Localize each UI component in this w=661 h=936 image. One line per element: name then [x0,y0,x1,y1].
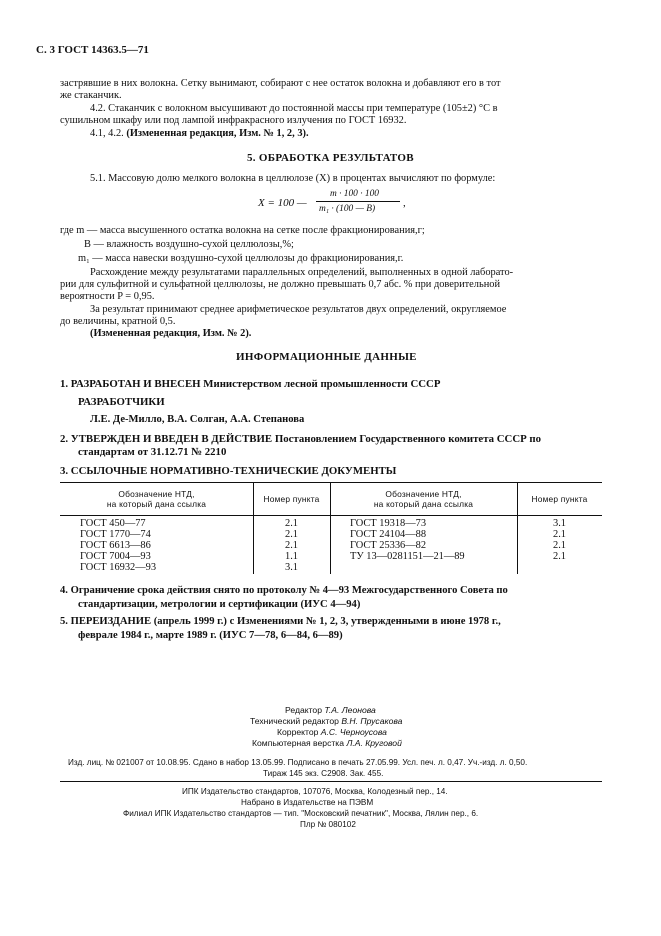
header-doc-line: на который дана ссылка [373,499,474,509]
formula-numerator: m · 100 · 100 [330,189,379,199]
table-row-doc: ГОСТ 19318—73 [350,518,427,529]
section-title: 5. ОБРАБОТКА РЕЗУЛЬТАТОВ [247,152,414,164]
table-header-rule [60,515,602,516]
developers-names: Л.Е. Де-Милло, В.А. Солган, А.А. Степанова [90,414,305,425]
imprint-tech-editor [250,716,402,727]
info-item-1-heading: 1. РАЗРАБОТАН И ВНЕСЕН [60,378,201,390]
info-item-3: 3. ССЫЛОЧНЫЕ НОРМАТИВНО-ТЕХНИЧЕСКИЕ ДОКУМЕНТЫ [60,465,397,477]
info-item-1 [60,378,440,390]
table-row-doc: ГОСТ 7004—93 [80,551,151,562]
table-row-item: 2.1 [285,540,298,551]
imprint-publishing-data: Изд. лиц. № 021007 от 10.08.95. Сдано в набор 13.05.99. Подписано в печать 27.05.99. Усл. печ. л. 0,47. Уч.-изд. л. 0,50. [68,758,528,767]
table-header-doc [60,489,253,509]
imprint-label: Корректор [277,727,319,737]
paragraph-line: застрявшие в них волокна. Сетку вынимают, собирают с нее остаток волокна и добавляют его в тот [60,78,501,89]
imprint-name: А.С. Черноусова [320,727,387,737]
table-row-item: 3.1 [285,562,298,573]
header-doc-line: Обозначение НТД, [118,489,195,499]
imprint-label: Технический редактор [250,716,339,726]
table-row-item: 2.1 [285,518,298,529]
table-row-item: 3.1 [553,518,566,529]
info-item-2-heading: 2. УТВЕРЖДЕН И ВВЕДЕН В ДЕЙСТВИЕ [60,433,273,445]
info-item-1-text: Министерством лесной промышленности СССР [203,378,441,390]
paragraph-line: же стаканчик. [60,90,122,101]
where-line: где m — масса высушенного остатка волокна на сетке после фракционирования,г; [60,225,425,236]
table-row-doc: ГОСТ 6613—86 [80,540,151,551]
table-row-doc: ГОСТ 16932—93 [80,562,157,573]
paragraph-line: сушильном шкафу или под лампой инфракрасного излучения по ГОСТ 16932. [60,115,407,126]
imprint-layout [252,738,402,749]
info-item-4-line1: 4. Ограничение срока действия снято по протоколу № 4—93 Межгосударственного Совета по [60,585,508,596]
formula-lhs: X = 100 — [258,197,307,209]
table-row-item: 2.1 [553,551,566,562]
imprint-printer: Филиал ИПК Издательство стандартов — тип. "Московский печатник", Москва, Лялин пер., 6. [123,809,479,818]
table-row-doc: ГОСТ 450—77 [80,518,146,529]
imprint-corrector [277,727,387,738]
info-item-4-line2: стандартизации, метрологии и сертификации (ИУС 4—94) [78,599,361,610]
page-header: С. 3 ГОСТ 14363.5—71 [36,44,149,56]
info-item-2-text: Постановлением Государственного комитета СССР по [274,433,542,445]
info-item-2-line2: стандартам от 31.12.71 № 2210 [78,446,227,458]
amendment-note [90,128,309,140]
table-top-rule [60,482,602,483]
paragraph-line: 5.1. Массовую долю мелкого волокна в целлюлозе (X) в процентах вычисляют по формуле: [90,173,496,184]
table-row-doc: ТУ 13—0281151—21—89 [350,551,465,562]
imprint-typeset: Набрано в Издательстве на ПЭВМ [241,798,374,807]
table-row-item: 2.1 [553,529,566,540]
imprint-license: Плр № 080102 [300,820,356,829]
table-row-item: 1.1 [285,551,298,562]
table-header-item: Номер пункта [263,494,320,504]
imprint-editor [285,705,376,716]
developers-label: РАЗРАБОТЧИКИ [78,396,165,408]
imprint-name: В.Н. Прусакова [341,716,403,726]
table-header-doc [330,489,517,509]
imprint-label: Редактор [285,705,322,715]
header-doc-line: на который дана ссылка [106,499,207,509]
table-header-item: Номер пункта [531,494,588,504]
table-row-item: 2.1 [285,529,298,540]
amendment-note: (Измененная редакция, Изм. № 2). [90,328,252,339]
where-line: m₁ — масса навески воздушно-сухой целлюлозы до фракционирования,г. [78,253,404,264]
table-row-doc: ГОСТ 25336—82 [350,540,427,551]
info-item-5-line2: феврале 1984 г., марте 1989 г. (ИУС 7—78, 6—84, 6—89) [78,630,343,641]
imprint-name: Т.А. Леонова [324,705,376,715]
amendment-text: (Измененная редакция, Изм. № 1, 2, 3). [126,128,309,139]
imprint-label: Компьютерная верстка [252,738,345,748]
header-doc-line: Обозначение НТД, [385,489,462,499]
paragraph-line: Расхождение между результатами параллельных определений, выполненных в одной лаборато- [90,267,514,278]
formula-comma: , [403,197,406,209]
imprint-name: Л.А. Круговой [346,738,402,748]
imprint-rule [60,781,602,782]
formula-denominator: m₁ · (100 — B) [319,204,376,214]
fraction-bar [316,201,400,202]
info-item-2 [60,433,541,445]
info-item-5-line1: 5. ПЕРЕИЗДАНИЕ (апрель 1999 г.) с Изменениями № 1, 2, 3, утвержденными в июне 1978 г., [60,616,501,627]
paragraph-line: 4.2. Стаканчик с волокном высушивают до постоянной массы при температуре (105±2) °С в [90,103,498,114]
paragraph-line: За результат принимают среднее арифметическое результатов двух определений, округляемое [90,304,507,315]
imprint-print-run: Тираж 145 экз. С2908. Зак. 455. [263,769,384,778]
amendment-clauses: 4.1, 4.2. [90,128,124,139]
paragraph-line: вероятности P = 0,95. [60,291,155,302]
imprint-publisher: ИПК Издательство стандартов, 107076, Москва, Колодезный пер., 14. [182,787,448,796]
table-row-doc: ГОСТ 1770—74 [80,529,151,540]
paragraph-line: рии для сульфитной и сульфатной целлюлозы, не должно превышать 0,7 абс. % при доверительной [60,279,501,290]
paragraph-line: до величины, кратной 0,5. [60,316,176,327]
table-row-item: 2.1 [553,540,566,551]
table-row-doc: ГОСТ 24104—88 [350,529,427,540]
where-line: B — влажность воздушно-сухой целлюлозы,%; [84,239,294,250]
section-title: ИНФОРМАЦИОННЫЕ ДАННЫЕ [236,351,417,363]
